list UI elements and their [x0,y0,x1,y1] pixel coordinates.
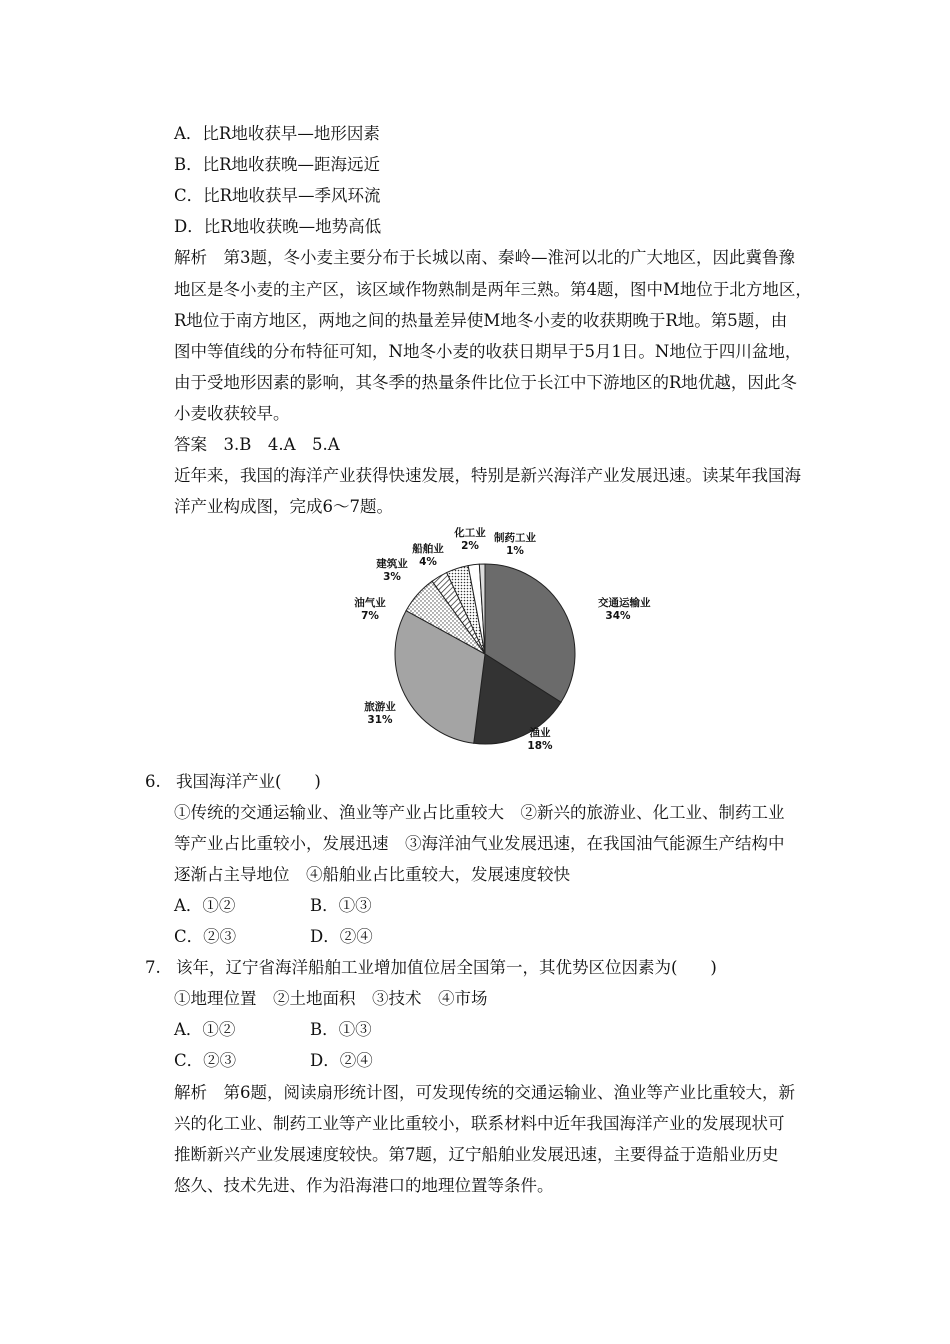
pie-value-label: 2% [461,540,479,552]
q6-text-line: 逐渐占主导地位 ④船舶业占比重较大，发展速度较快 [174,865,570,884]
pie-label: 制药工业 [494,532,536,544]
pie-value-label: 4% [419,556,437,568]
q6-stem: 我国海洋产业( ) [176,772,321,791]
q7-number: 7. [145,958,161,977]
q7-option-b: B．①③ [310,1020,372,1039]
q6-option-a: A．①② [174,896,236,915]
q6-option-c: C．②③ [174,927,237,946]
pie-label: 渔业 [529,727,551,739]
analysis-line: 小麦收获较早。 [174,404,290,423]
analysis-line: 悠久、技术先进、作为沿海港口的地理位置等条件。 [174,1176,554,1195]
option-q5-d: D．比R地收获晚—地势高低 [174,217,382,236]
q7-text: ①地理位置 ②土地面积 ③技术 ④市场 [174,989,488,1008]
q6-option-b: B．①③ [310,896,372,915]
analysis-line: 兴的化工业、制药工业等产业比重较小，联系材料中近年我国海洋产业的发展现状可 [174,1114,785,1133]
pie-value-label: 3% [383,571,401,583]
pie-label: 旅游业 [364,701,396,713]
q6-text-line: ①传统的交通运输业、渔业等产业占比重较大 ②新兴的旅游业、化工业、制药工业 [174,803,785,822]
q6-option-d: D．②④ [310,927,373,946]
q7-option-a: A．①② [174,1020,236,1039]
analysis-line: R地位于南方地区，两地之间的热量差异使M地冬小麦的收获期晚于R地。第5题，由 [174,311,788,330]
option-q5-b: B．比R地收获晚—距海远近 [174,155,381,174]
analysis-line: 图中等值线的分布特征可知，N地冬小麦的收获日期早于5月1日。N地位于四川盆地， [174,342,802,361]
analysis-line: 推断新兴产业发展速度较快。第7题，辽宁船舶业发展迅速，主要得益于造船业历史 [174,1145,779,1164]
q6-text-line: 等产业占比重较小，发展迅速 ③海洋油气业发展迅速，在我国油气能源生产结构中 [174,834,785,853]
pie-value-label: 34% [605,610,631,622]
q7-option-c: C．②③ [174,1051,237,1070]
analysis-line: 解析 第6题，阅读扇形统计图，可发现传统的交通运输业、渔业等产业比重较大，新 [174,1083,795,1102]
pie-label: 船舶业 [412,543,444,555]
q7-option-d: D．②④ [310,1051,373,1070]
pie-label: 油气业 [354,597,386,609]
pie-label: 交通运输业 [598,597,651,609]
pie-label: 建筑业 [376,558,408,570]
analysis-line: 由于受地形因素的影响，其冬季的热量条件比位于长江中下游地区的R地优越，因此冬 [174,373,797,392]
analysis-line: 地区是冬小麦的主产区，该区域作物熟制是两年三熟。第4题，图中M地位于北方地区， [174,280,812,299]
answer-line: 答案 3.B 4.A 5.A [174,435,340,454]
intro-line: 洋产业构成图，完成6～7题。 [174,497,393,516]
option-q5-a: A．比R地收获早—地形因素 [174,124,380,143]
analysis-line: 解析 第3题，冬小麦主要分布于长城以南、秦岭—淮河以北的广大地区，因此冀鲁豫 [174,248,795,267]
marine-industry-pie-chart [340,524,651,764]
option-q5-c: C．比R地收获早—季风环流 [174,186,381,205]
pie-value-label: 31% [367,714,393,726]
pie-value-label: 18% [527,740,553,752]
pie-value-label: 1% [506,545,524,557]
pie-label: 化工业 [454,527,486,539]
intro-line: 近年来，我国的海洋产业获得快速发展，特别是新兴海洋产业发展迅速。读某年我国海 [174,466,801,485]
q6-number: 6. [145,772,161,791]
pie-value-label: 7% [361,610,379,622]
pie-svg [340,524,651,764]
q7-stem: 该年，辽宁省海洋船舶工业增加值位居全国第一，其优势区位因素为( ) [176,958,717,977]
